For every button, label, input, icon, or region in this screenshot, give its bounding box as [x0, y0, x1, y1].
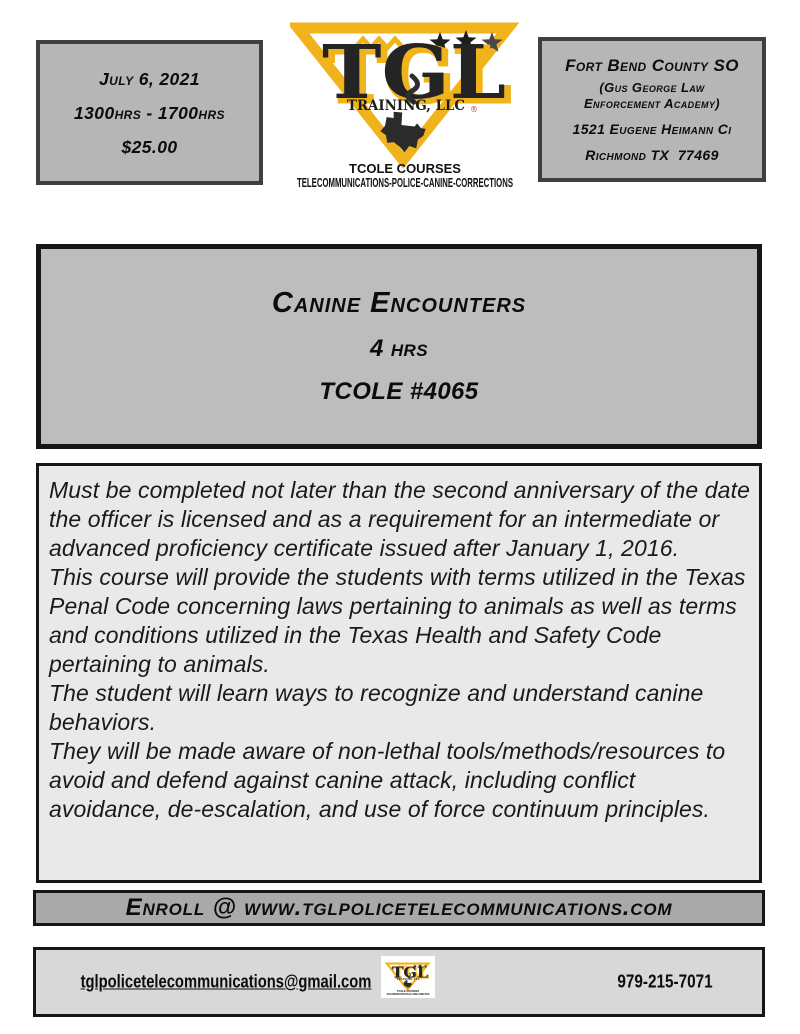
enroll-link[interactable]: Enroll @ www.tglpolicetelecommunications.com — [125, 894, 673, 921]
course-title: Canine Encounters — [271, 287, 527, 319]
description-paragraph: Must be completed not later than the second anniversary of the date the officer is licensed and as a requirement for an intermediate or advanced proficiency certificate issued after January 1, 2016. — [49, 477, 750, 561]
facility-line2: Enforcement Academy) — [583, 95, 720, 111]
course-time: 1300hrs - 1700hrs — [74, 102, 225, 123]
course-description-box — [36, 463, 762, 883]
tgl-logo — [290, 0, 520, 192]
facility-line1: (Gus George Law — [599, 79, 705, 95]
enroll-bar — [33, 890, 765, 926]
course-code: TCOLE #4065 — [319, 378, 479, 405]
tgl-logo-icon — [290, 0, 520, 192]
course-duration: 4 hrs — [370, 335, 428, 362]
description-paragraph: This course will provide the students with terms utilized in the Texas Penal Code concerning laws pertaining to animals as well as terms and conditions utilized in the Texas Health and Safety Code pertaining to animals. — [49, 564, 746, 677]
contact-email-link[interactable]: tglpolicetelecommunications@gmail.com — [80, 971, 372, 992]
contact-phone: 979-215-7071 — [617, 971, 713, 992]
course-date: July 6, 2021 — [99, 68, 200, 89]
street-address: 1521 Eugene Heimann Ci — [572, 120, 732, 137]
course-title-box — [36, 244, 762, 449]
location-box — [538, 37, 766, 182]
city-state-zip: Richmond TX 77469 — [585, 146, 719, 163]
description-paragraph: They will be made aware of non-lethal tools/methods/resources to avoid and defend against canine attack, including conflict avoidance, de-escalation, and use of force continuum principles. — [49, 738, 726, 822]
tgl-logo-small-icon — [385, 958, 431, 996]
description-paragraph: The student will learn ways to recognize and understand canine behaviors. — [49, 680, 704, 735]
course-price: $25.00 — [121, 136, 178, 157]
footer-bar — [33, 947, 765, 1017]
agency-name: Fort Bend County SO — [565, 55, 739, 75]
footer-logo-panel — [381, 956, 435, 998]
schedule-box — [36, 40, 263, 185]
